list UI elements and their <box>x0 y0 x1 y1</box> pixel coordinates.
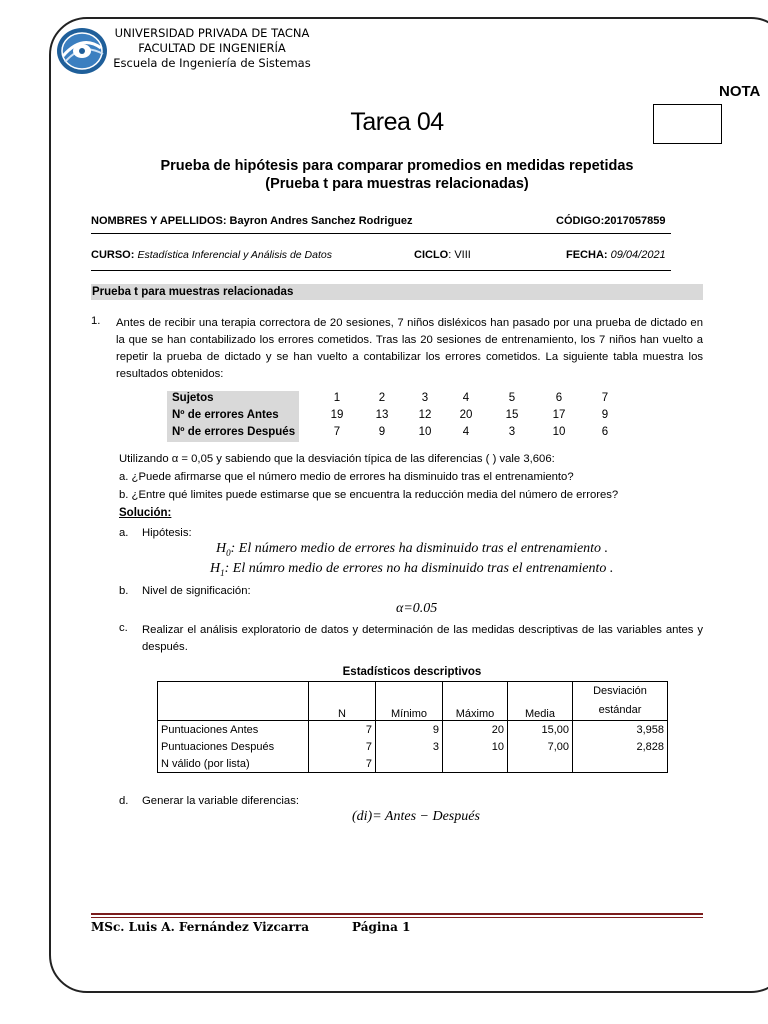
differences-formula: (di)= Antes − Después <box>352 809 480 824</box>
alternative-hypothesis <box>210 561 613 578</box>
table-cell-antes: 12 <box>418 409 432 421</box>
footer-rule <box>91 913 703 915</box>
table-cell-antes: 13 <box>375 409 389 421</box>
table-cell: 15,00 <box>508 721 573 739</box>
date-label: FECHA: <box>566 249 608 261</box>
subtitle-line-2: (Prueba t para muestras relacionadas) <box>265 176 529 192</box>
divider <box>91 233 671 234</box>
table-cell: 7 <box>309 721 376 739</box>
header-std-line1: Desviación <box>593 685 647 697</box>
institution-header <box>112 26 312 71</box>
table-cell-despues: 6 <box>601 426 609 438</box>
table-cell-despues: 10 <box>418 426 432 438</box>
subtitle-line-1: Prueba de hipótesis para comparar promedios en medidas repetidas <box>160 158 634 174</box>
header-cell <box>158 682 309 721</box>
step-b-letter: b. <box>119 585 129 597</box>
table-cell: 10 <box>443 738 508 755</box>
table-cell <box>508 755 573 773</box>
table-cell-despues: 3 <box>508 426 516 438</box>
h0-symbol: H <box>216 541 227 556</box>
table-row <box>158 738 668 755</box>
header-cell: Máximo <box>443 682 508 721</box>
question-b: b. ¿Entre qué limites puede estimarse que se encuentra la reducción media del número de errores? <box>119 489 619 501</box>
code-row <box>556 215 665 227</box>
question-intro: Utilizando α = 0,05 y sabiendo que la desviación típica de las diferencias ( ) vale 3,606: <box>119 453 555 465</box>
header-cell: N <box>309 682 376 721</box>
table-row <box>158 755 668 773</box>
cycle-value: : VIII <box>448 249 471 261</box>
question-a: a. ¿Puede afirmarse que el número medio de errores ha disminuido tras el entrenamiento? <box>119 471 574 483</box>
table-cell <box>573 755 668 773</box>
header-std-line2: estándar <box>598 704 642 716</box>
date-value: 09/04/2021 <box>610 249 666 261</box>
section-heading: Prueba t para muestras relacionadas <box>91 284 703 300</box>
table-header-row <box>158 682 668 721</box>
table-cell: 2,828 <box>573 738 668 755</box>
university-name: UNIVERSIDAD PRIVADA DE TACNA <box>114 26 310 40</box>
course-row <box>91 249 332 261</box>
footer-author: MSc. Luis A. Fernández Vizcarra <box>91 920 309 934</box>
table-cell: 3,958 <box>573 721 668 739</box>
footer-rule <box>91 917 703 918</box>
table-cell-despues: 4 <box>462 426 470 438</box>
header-cell: Mínimo <box>376 682 443 721</box>
table-cell-antes: 20 <box>459 409 473 421</box>
h1-subscript: 1 <box>220 567 225 578</box>
solution-label: Solución: <box>119 507 172 519</box>
table-cell: 7 <box>309 738 376 755</box>
step-d-letter: d. <box>119 795 129 807</box>
h1-symbol: H <box>210 561 221 576</box>
h1-text: : El númro medio de errores no ha disminuido tras el entrenamiento . <box>224 561 614 576</box>
row-label-despues: Nº de errores Después <box>172 426 296 438</box>
problem-number: 1. <box>91 315 101 327</box>
table-cell <box>376 755 443 773</box>
table-cell-despues: 7 <box>333 426 341 438</box>
table-cell-sujetos: 1 <box>333 392 341 404</box>
date-row <box>566 249 666 261</box>
table-row <box>158 721 668 739</box>
table-cell-sujetos: 2 <box>378 392 386 404</box>
table-cell-sujetos: 7 <box>601 392 609 404</box>
table-cell-antes: 15 <box>505 409 519 421</box>
null-hypothesis <box>216 541 608 558</box>
cycle-label: CICLO <box>414 249 449 261</box>
footer-page: Página 1 <box>352 920 411 934</box>
table-cell-sujetos: 4 <box>462 392 470 404</box>
table-cell-antes: 19 <box>330 409 344 421</box>
names-value: Bayron Andres Sanchez Rodriguez <box>229 215 413 227</box>
table-cell-despues: 9 <box>378 426 386 438</box>
school-name: Escuela de Ingeniería de Sistemas <box>113 56 311 70</box>
table-cell: Puntuaciones Antes <box>158 721 309 739</box>
table-cell: 20 <box>443 721 508 739</box>
problem-text: Antes de recibir una terapia correctora de 20 sesiones, 7 niños disléxicos han pasado por una prueba de dictado en la que se han contabilizado los errores cometidos. Tras las 20 sesiones de entrenamiento, los 7 niños han vuelto a repetir la prueba de dictado y se han vuelto a contabilizar los errores cometidos. La siguiente tabla muestra los resultados obtenidos: <box>116 317 703 380</box>
table-cell-sujetos: 6 <box>555 392 563 404</box>
table-cell: 7,00 <box>508 738 573 755</box>
table-cell-despues: 10 <box>552 426 566 438</box>
university-seal-icon <box>55 26 109 76</box>
cycle-row <box>414 249 471 261</box>
table-cell-antes: 17 <box>552 409 566 421</box>
step-c-letter: c. <box>119 622 128 634</box>
table-cell: 3 <box>376 738 443 755</box>
course-label: CURSO: <box>91 249 135 261</box>
table-cell: 7 <box>309 755 376 773</box>
code-value: 2017057859 <box>604 215 666 227</box>
faculty-name: FACULTAD DE INGENIERÍA <box>138 41 286 55</box>
table-cell-sujetos: 5 <box>508 392 516 404</box>
h0-subscript: 0 <box>226 547 231 558</box>
stats-table-caption: Estadísticos descriptivos <box>342 666 482 678</box>
document-subtitle <box>0 157 768 193</box>
step-a-letter: a. <box>119 527 129 539</box>
table-body <box>158 721 668 773</box>
table-cell: N válido (por lista) <box>158 755 309 773</box>
grade-label: NOTA <box>719 83 761 100</box>
names-row <box>91 215 413 227</box>
step-d-text: Generar la variable diferencias: <box>142 795 299 807</box>
row-label-antes: Nº de errores Antes <box>172 409 279 421</box>
table-cell: Puntuaciones Después <box>158 738 309 755</box>
row-label-sujetos: Sujetos <box>172 392 214 404</box>
step-b-text: Nivel de significación: <box>142 585 251 597</box>
table-cell: 9 <box>376 721 443 739</box>
descriptive-stats-table <box>157 681 668 773</box>
code-label: CÓDIGO: <box>556 215 605 227</box>
step-c-text: Realizar el análisis exploratorio de datos y determinación de las medidas descriptivas de las variables antes y después. <box>142 624 703 653</box>
table-cell-antes: 9 <box>601 409 609 421</box>
h0-text: : El número medio de errores ha disminuido tras el entrenamiento . <box>230 541 609 556</box>
course-value: Estadística Inferencial y Análisis de Datos <box>137 249 332 261</box>
table-cell <box>443 755 508 773</box>
divider <box>91 270 671 271</box>
header-cell: Media <box>508 682 573 721</box>
document-title: Tarea 04 <box>350 108 444 136</box>
table-cell-sujetos: 3 <box>421 392 429 404</box>
names-label: NOMBRES Y APELLIDOS: <box>91 215 227 227</box>
step-a-text: Hipótesis: <box>142 527 192 539</box>
header-cell <box>573 682 668 721</box>
alpha-value: α=0.05 <box>396 601 438 616</box>
